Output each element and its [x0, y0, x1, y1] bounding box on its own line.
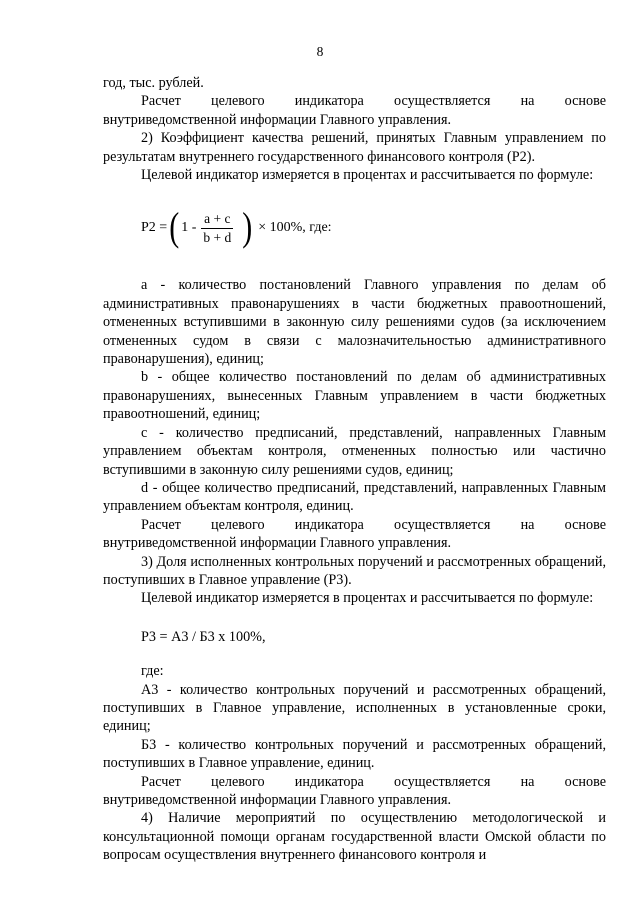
- paragraph-formula-intro-2: Целевой индикатор измеряется в процентах и рассчитывается по формуле:: [141, 590, 594, 607]
- definition-d: d - общее количество предписаний, представлений, направленных Главным управлением объектам контроля, единиц.: [103, 479, 606, 515]
- formula-numerator: a + c: [201, 211, 233, 229]
- formula-close-paren: ): [242, 205, 253, 251]
- paragraph-calc-basis-2: Расчет целевого индикатора осуществляется на основе внутриведомственной информации Главного управления.: [103, 516, 606, 552]
- definition-A3: А3 - количество контрольных поручений и рассмотренных обращений, поступивших в Главное управление, исполненных в установленные сроки, единиц;: [103, 681, 606, 735]
- formula-where-label: где:: [141, 663, 164, 680]
- definition-B3: Б3 - количество контрольных поручений и рассмотренных обращений, поступивших в Главное управление, единиц.: [103, 736, 606, 772]
- formula-one-minus: 1 -: [181, 220, 197, 236]
- paragraph-indicator-4-title: 4) Наличие мероприятий по осуществлению методологической и консультационной помощи органам государственной власти Омской области по вопросам осуществления внутреннего финансового контроля и: [103, 810, 606, 864]
- paragraph-calc-basis-1: Расчет целевого индикатора осуществляется на основе внутриведомственной информации Главного управления.: [103, 93, 606, 128]
- paragraph-indicator-p3-title: 3) Доля исполненных контрольных поручений и рассмотренных обращений, поступивших в Главное управление (Р3).: [103, 553, 606, 588]
- formula-p3: Р3 = А3 / Б3 х 100%,: [141, 628, 266, 645]
- formula-p2: [141, 206, 606, 250]
- definition-c: с - количество предписаний, представлений, направленных Главным управлением объектам контроля, отмененных полностью или частично вступившими в законную силу решениями судов, единиц;: [103, 424, 606, 478]
- paragraph-unit-end: год, тыс. рублей.: [103, 75, 204, 91]
- document-body: [103, 74, 606, 865]
- paragraph-formula-intro-1: Целевой индикатор измеряется в процентах и рассчитывается по формуле:: [141, 167, 594, 184]
- definition-a: а - количество постановлений Главного управления по делам об административных правонарушениях в части бюджетных правоотношений, отмененных вступившими в законную силу решениями судов (за исключением отмененных судом в связи с малозначительностью административного правонарушения), единиц;: [103, 277, 606, 368]
- definition-b: b - общее количество постановлений по делам об административных правонарушениях, вынесенных Главным управлением в части бюджетных правоотношений, единиц;: [103, 369, 606, 423]
- paragraph-indicator-p2-title: 2) Коэффициент качества решений, принятых Главным управлением по результатам внутреннего государственного финансового контроля (Р2).: [103, 130, 606, 165]
- formula-p2-lhs: Р2 =: [141, 220, 168, 236]
- page-number: 8: [316, 44, 324, 59]
- formula-denominator: b + d: [203, 229, 232, 245]
- formula-fraction: [200, 211, 234, 246]
- formula-p2-rhs: × 100%, где:: [258, 220, 332, 236]
- paragraph-calc-basis-3: Расчет целевого индикатора осуществляется на основе внутриведомственной информации Главного управления.: [103, 773, 606, 808]
- formula-open-paren: (: [169, 205, 180, 251]
